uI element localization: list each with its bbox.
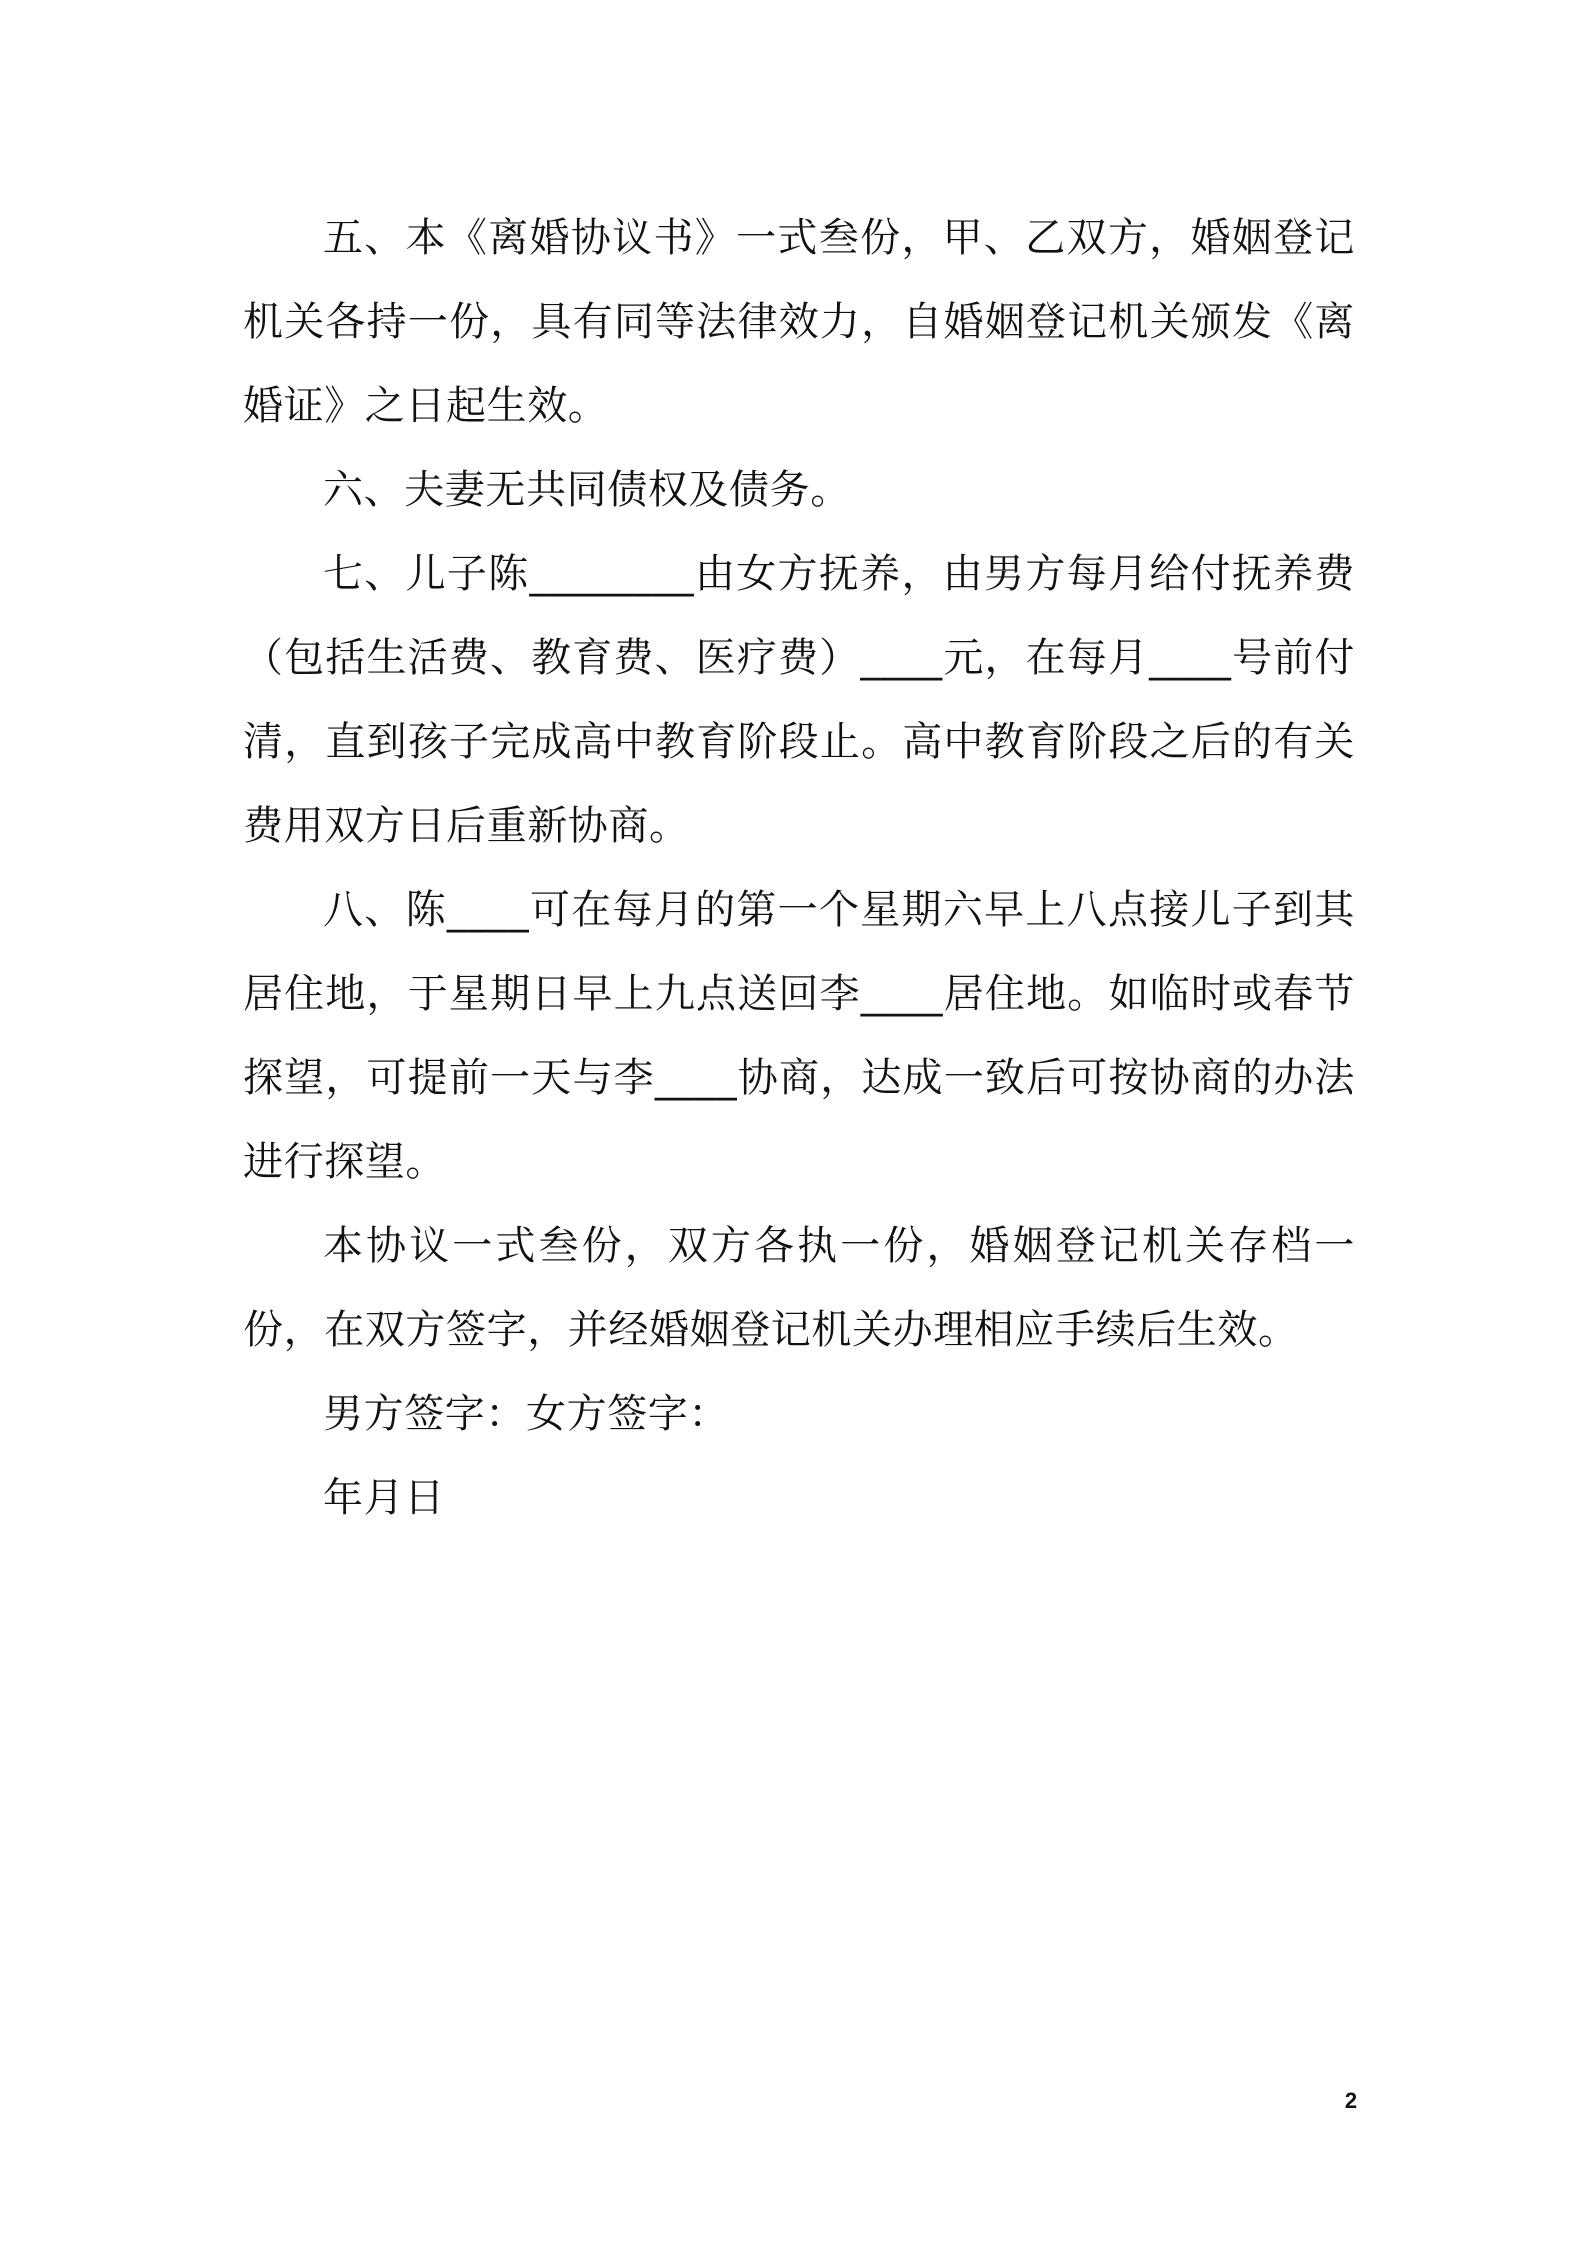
date-line: 年月日 xyxy=(323,1475,445,1521)
agreement-validity-paragraph: 本协议一式叁份，双方各执一份，婚姻登记机关存档一份，在双方签字，并经婚姻登记机关办理相应手续后生效。 xyxy=(243,1223,1355,1353)
clause-six-paragraph: 六、夫妻无共同债权及债务。 xyxy=(323,467,851,513)
clause-eight-paragraph: 八、陈____可在每月的第一个星期六早上八点接儿子到其居住地，于星期日早上九点送回李____居住地。如临时或春节探望，可提前一天与李____协商，达成一致后可按协商的办法进行探望。 xyxy=(243,887,1355,1185)
page-number: 2 xyxy=(1344,2088,1358,2113)
clause-seven-paragraph: 七、儿子陈________由女方抚养，由男方每月给付抚养费（包括生活费、教育费、医疗费）____元，在每月____号前付清，直到孩子完成高中教育阶段止。高中教育阶段之后的有关费用双方日后重新协商。 xyxy=(243,551,1355,849)
clause-five-paragraph: 五、本《离婚协议书》一式叁份，甲、乙双方，婚姻登记机关各持一份，具有同等法律效力，自婚姻登记机关颁发《离婚证》之日起生效。 xyxy=(243,215,1355,429)
signature-line: 男方签字：女方签字： xyxy=(323,1391,729,1437)
document-body xyxy=(243,196,1355,1540)
